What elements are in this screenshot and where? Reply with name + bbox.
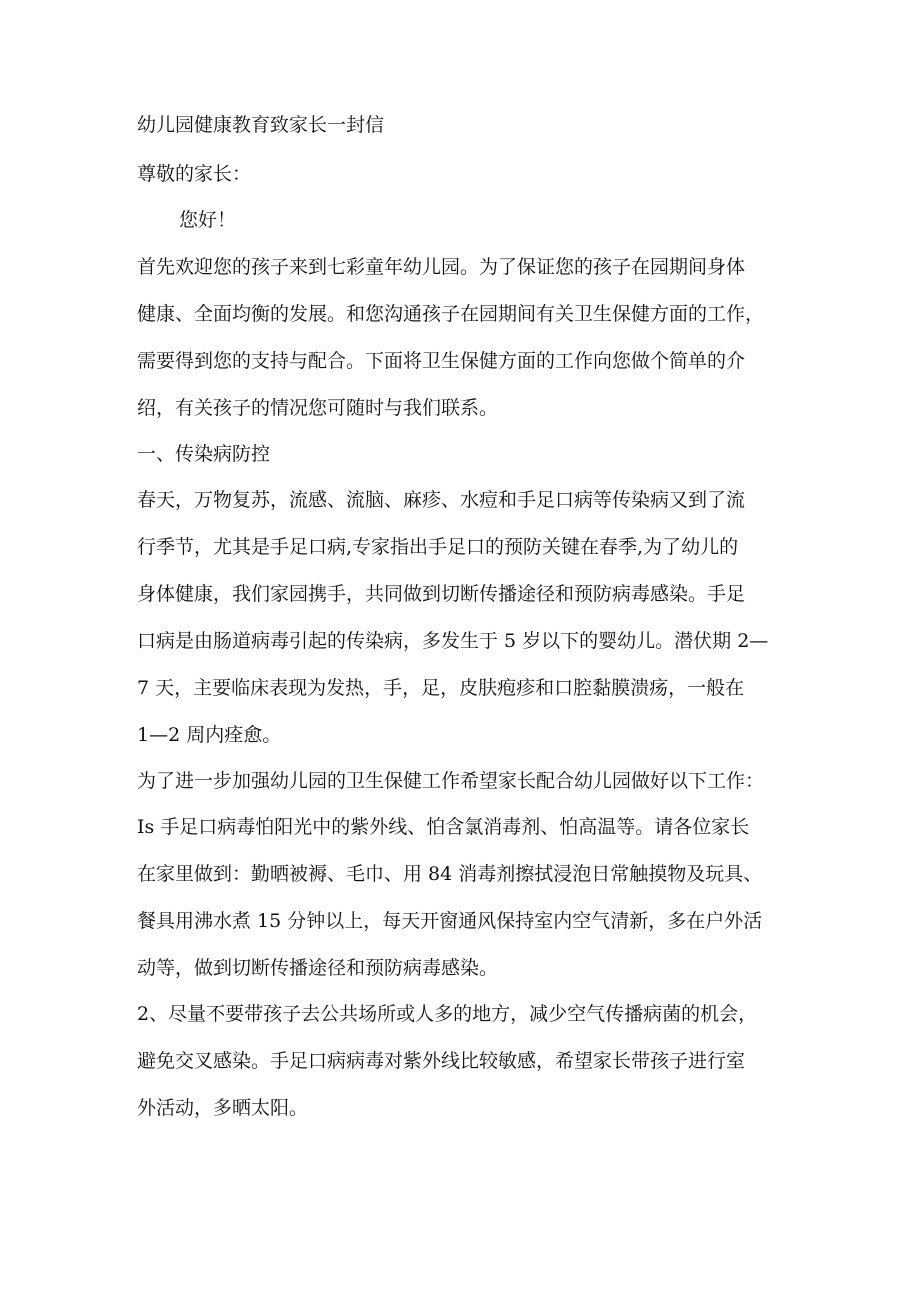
section-heading: 一、传染病防控 (137, 443, 271, 465)
text-line: 餐具用沸水煮 15 分钟以上，每天开窗通风保持室内空气清新，多在户外活 (137, 910, 763, 932)
item1-paragraph (137, 815, 792, 980)
text-line: 绍，有关孩子的情况您可随时与我们联系。 (137, 397, 499, 419)
item2-paragraph (137, 1002, 792, 1120)
text-line: 行季节，尤其是手足口病,专家指出手足口的预防关键在春季,为了幼儿的 (137, 536, 739, 558)
cooperation-intro: 为了进一步加强幼儿园的卫生保健工作希望家长配合幼儿园做好以下工作： (137, 770, 765, 792)
text-line: 7 天，主要临床表现为发热，手，足，皮肤疱疹和口腔黏膜溃疡，一般在 (137, 677, 745, 699)
letter-title: 幼儿园健康教育致家长一封信 (137, 114, 385, 136)
text-line: 在家里做到：勤晒被褥、毛巾、用 84 消毒剂擦拭浸泡日常触摸物及玩具、 (137, 863, 763, 885)
intro-paragraph (137, 255, 792, 420)
text-line: 外活动，多晒太阳。 (137, 1097, 309, 1119)
text-line: 1—2 周内痊愈。 (137, 724, 282, 746)
greeting: 您好！ (179, 209, 237, 231)
text-line: 动等，做到切断传播途径和预防病毒感染。 (137, 957, 499, 979)
section1-paragraph (137, 488, 792, 747)
text-line: 避免交叉感染。手足口病病毒对紫外线比较敏感，希望家长带孩子进行室 (137, 1050, 746, 1072)
text-line: Is 手足口病毒怕阳光中的紫外线、怕含氯消毒剂、怕高温等。请各位家长 (137, 816, 750, 838)
text-line: 首先欢迎您的孩子来到七彩童年幼儿园。为了保证您的孩子在园期间身体 (137, 256, 746, 278)
text-line: 身体健康，我们家园携手，共同做到切断传播途径和预防病毒感染。手足 (137, 583, 746, 605)
letter-page (137, 113, 792, 1142)
salutation: 尊敬的家长： (137, 163, 252, 185)
text-line: 健康、全面均衡的发展。和您沟通孩子在园期间有关卫生保健方面的工作， (137, 303, 765, 325)
text-line: 2、尽量不要带孩子去公共场所或人多的地方，减少空气传播病菌的机会， (137, 1003, 758, 1025)
text-line: 春天，万物复苏，流感、流脑、麻疹、水痘和手足口病等传染病又到了流 (137, 489, 746, 511)
text-line: 口病是由肠道病毒引起的传染病，多发生于 5 岁以下的婴幼儿。潜伏期 2— (137, 630, 769, 652)
text-line: 需要得到您的支持与配合。下面将卫生保健方面的工作向您做个简单的介 (137, 350, 746, 372)
